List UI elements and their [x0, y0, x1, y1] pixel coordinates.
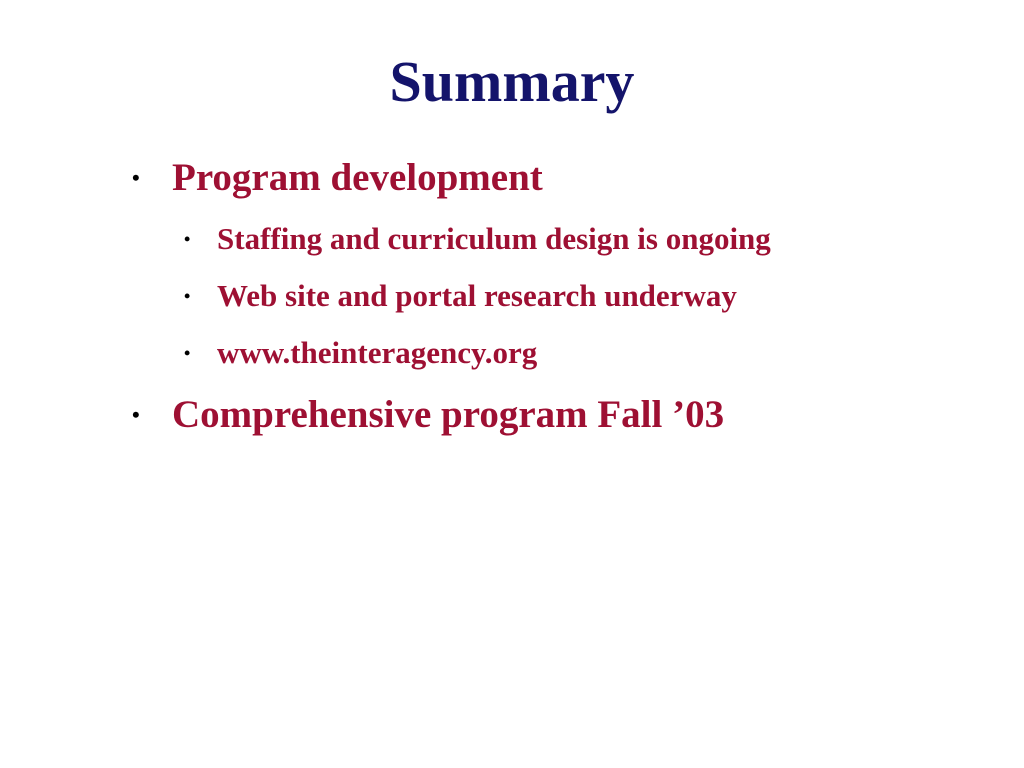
bullet-marker: • — [184, 229, 191, 249]
sub-bullet-url — [184, 333, 538, 373]
sub-bullet-web-site — [184, 276, 737, 316]
bullet-marker: • — [132, 402, 140, 427]
bullet-label: www.theinteragency.org — [217, 335, 538, 370]
bullet-marker: • — [184, 286, 191, 306]
slide-title: Summary — [389, 49, 635, 114]
bullet-label: Program development — [172, 156, 543, 199]
bullet-label: Staffing and curriculum design is ongoing — [217, 221, 771, 256]
bullet-comprehensive-program — [132, 391, 725, 439]
bullet-label: Web site and portal research underway — [217, 278, 737, 313]
bullet-marker: • — [132, 165, 140, 190]
sub-bullet-staffing — [184, 219, 771, 259]
bullet-marker: • — [184, 343, 191, 363]
bullet-program-development — [132, 154, 543, 202]
bullet-label: Comprehensive program Fall ’03 — [172, 393, 725, 436]
